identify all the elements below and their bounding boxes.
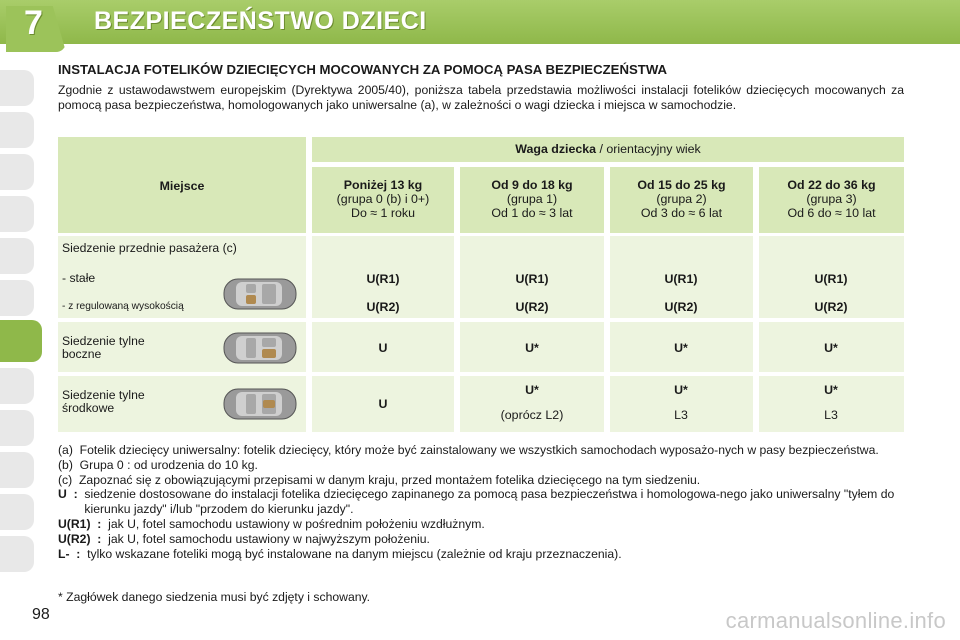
- side-tab[interactable]: [0, 494, 34, 530]
- note-key: (a): [58, 443, 80, 457]
- footnote: * Zagłówek danego siedzenia musi być zdjęty i schowany.: [58, 590, 371, 604]
- note-key: (c): [58, 472, 79, 487]
- group-title: Od 22 do 36 kg: [787, 178, 876, 192]
- group-header-0: [312, 167, 454, 233]
- note-key: (b): [58, 457, 80, 472]
- group-number: (grupa 3): [806, 192, 857, 206]
- group-title: Od 9 do 18 kg: [491, 178, 573, 192]
- side-tab[interactable]: [0, 238, 34, 274]
- side-tab[interactable]: [0, 452, 34, 488]
- side-value: U*: [525, 341, 539, 355]
- row-middle-label-line1: Siedzenie tylne: [62, 388, 145, 402]
- note-text: jak U, fotel samochodu ustawiony w pośrednim położeniu wzdłużnym.: [108, 516, 485, 531]
- note-text: tylko wskazane foteliki mogą być instalowane na danym miejscu (zależnie od kraju przeznaczenia).: [87, 546, 622, 561]
- note-item: [58, 487, 908, 517]
- front-value-r1: U(R1): [664, 272, 698, 286]
- group-age: Od 3 do ≈ 6 lat: [640, 206, 723, 220]
- row-front-label: Siedzenie przednie pasażera (c): [62, 241, 237, 255]
- note-text: Grupa 0 : od urodzenia do 10 kg.: [79, 457, 258, 472]
- row-middle-label: [62, 389, 145, 415]
- front-value-r2: U(R2): [814, 300, 848, 314]
- group-header-1: [460, 167, 604, 233]
- row-side-label-line2: boczne: [62, 347, 102, 361]
- car-seat-top-view-icon: [222, 273, 298, 315]
- middle-extra: L3: [824, 408, 838, 422]
- note-text: Zapoznać się z obowiązującymi przepisami w danym kraju, przed montażem fotelika dziecięcego na tym siedzeniu.: [78, 472, 701, 487]
- side-tab[interactable]: [0, 70, 34, 106]
- weight-header-rest: / orientacyjny wiek: [596, 142, 701, 156]
- intro-paragraph: Zgodnie z ustawodawstwem europejskim (Dyrektywa 2005/40), poniższa tabela przedstawia możliwości instalacji fotelików dziecięcych mocowanych za pomocą pasa bezpieczeństwa, homologowanych jako uniwersalne (a), w zależności o wagi dziecka i miejsca w samochodzie.: [58, 83, 904, 112]
- note-key: U(R1) :: [58, 516, 109, 531]
- middle-extra: (oprócz L2): [500, 408, 564, 422]
- page-title: BEZPIECZEŃSTWO DZIECI: [94, 7, 427, 35]
- group-number: (grupa 2): [656, 192, 707, 206]
- side-tab[interactable]: [0, 368, 34, 404]
- notes-list: [58, 443, 908, 561]
- section-title: INSTALACJA FOTELIKÓW DZIECIĘCYCH MOCOWANYCH ZA POMOCĄ PASA BEZPIECZEŃSTWA: [58, 62, 668, 77]
- weight-header-bold: Waga dziecka: [515, 142, 597, 156]
- side-tab[interactable]: [0, 536, 34, 572]
- note-item: [58, 443, 908, 458]
- note-item: [58, 517, 908, 532]
- note-key: L- :: [58, 546, 88, 561]
- group-title: Od 15 do 25 kg: [637, 178, 726, 192]
- middle-extra: L3: [674, 408, 688, 422]
- side-tab-active[interactable]: [0, 320, 42, 362]
- side-value: U*: [824, 341, 838, 355]
- row-front-sub2: - z regulowaną wysokością: [62, 301, 184, 312]
- front-value-r1: U(R1): [814, 272, 848, 286]
- middle-value: U*: [674, 383, 688, 397]
- note-item: [58, 547, 908, 562]
- car-seat-top-view-icon: [222, 383, 298, 425]
- note-text: siedzenie dostosowane do instalacji fotelika dziecięcego zapinanego za pomocą pasa bezpieczeństwa i homologowa-nego jako uniwersalny "tyłem do kierunku jazdy" i/lub "przodem do kierunku jazdy".: [84, 487, 895, 517]
- weight-header-cell: [312, 137, 904, 162]
- note-item: [58, 458, 908, 473]
- front-value-r2: U(R2): [515, 300, 549, 314]
- chapter-number: 7: [24, 4, 43, 42]
- row-side-label-line1: Siedzenie tylne: [62, 334, 145, 348]
- group-age: Od 1 do ≈ 3 lat: [491, 206, 573, 220]
- note-text: jak U, fotel samochodu ustawiony w najwyższym położeniu.: [108, 531, 430, 546]
- row-middle-label-line2: środkowe: [62, 401, 115, 415]
- group-header-2: [610, 167, 753, 233]
- middle-value: U*: [525, 383, 539, 397]
- row-side-label: [62, 335, 145, 361]
- note-key: U(R2) :: [58, 531, 109, 546]
- side-value: U: [378, 341, 388, 355]
- group-age: Do ≈ 1 roku: [351, 206, 415, 220]
- side-tab[interactable]: [0, 112, 34, 148]
- group-age: Od 6 do ≈ 10 lat: [787, 206, 876, 220]
- watermark: carmanualsonline.info: [725, 608, 946, 633]
- front-value-r2: U(R2): [664, 300, 698, 314]
- row-front-sub1: - stałe: [62, 271, 96, 285]
- note-text: Fotelik dziecięcy uniwersalny: fotelik dziecięcy, który może być zainstalowany we wszystkich samochodach wyposażo-nych w pasy bezpieczeństwa.: [79, 443, 879, 457]
- group-header-3: [759, 167, 904, 233]
- side-value: U*: [674, 341, 688, 355]
- note-item: [58, 473, 908, 488]
- front-value-r2: U(R2): [366, 300, 400, 314]
- place-header: Miejsce: [159, 179, 205, 193]
- note-item: [58, 532, 908, 547]
- middle-value: U*: [824, 383, 838, 397]
- group-title: Poniżej 13 kg: [343, 178, 423, 192]
- side-tab[interactable]: [0, 280, 34, 316]
- group-number: (grupa 1): [506, 192, 558, 206]
- front-value-r1: U(R1): [515, 272, 549, 286]
- place-header-cell: [58, 137, 306, 233]
- group-number: (grupa 0 (b) i 0+): [336, 192, 430, 206]
- note-key: U :: [58, 487, 85, 502]
- page-number: 98: [32, 606, 50, 623]
- side-tab[interactable]: [0, 196, 34, 232]
- front-value-r1: U(R1): [366, 272, 400, 286]
- car-seat-top-view-icon: [222, 327, 298, 369]
- side-tab[interactable]: [0, 410, 34, 446]
- side-tab[interactable]: [0, 154, 34, 190]
- middle-value: U: [378, 397, 388, 411]
